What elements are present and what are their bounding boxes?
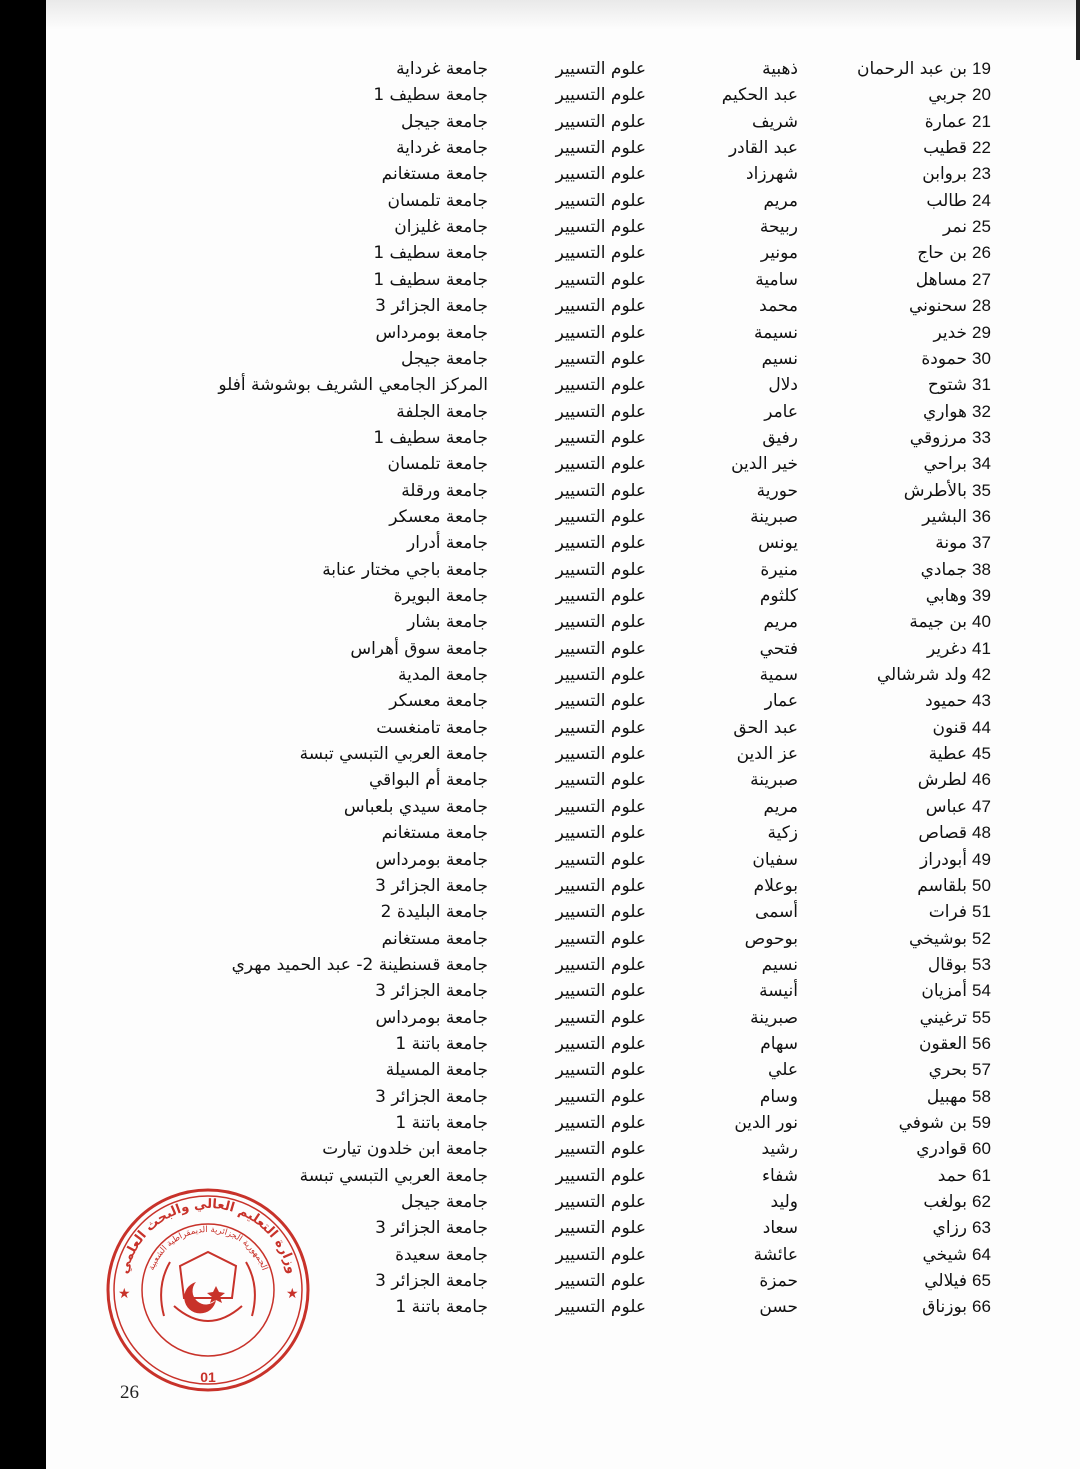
last-name: ترغيني	[919, 1007, 967, 1028]
row-number: 66	[972, 1297, 991, 1317]
specialty: علوم التسيير	[555, 823, 646, 844]
row-number: 52	[972, 928, 991, 948]
row-number: 29	[972, 322, 991, 342]
specialty: علوم التسيير	[555, 638, 646, 659]
university: جامعة الجزائر 3	[375, 1218, 488, 1239]
university: جامعة باجي مختار عنابة	[322, 559, 488, 580]
row-number: 31	[972, 375, 991, 395]
university: جامعة الجزائر 3	[375, 875, 488, 896]
university: جامعة جيجل	[400, 348, 488, 369]
specialty: علوم التسيير	[555, 1192, 646, 1213]
row-number: 62	[972, 1192, 991, 1212]
row-number: 20	[972, 85, 991, 105]
table-row	[0, 504, 1080, 530]
crescent-star-emblem-icon	[161, 1252, 255, 1321]
specialty: علوم التسيير	[555, 111, 646, 132]
university: جامعة تامنغست	[376, 717, 488, 738]
university: جامعة ورقلة	[401, 480, 488, 501]
page-number: 26	[120, 1382, 139, 1403]
first-name: سفيان	[752, 849, 798, 870]
table-row	[0, 267, 1080, 293]
university: جامعة غرداية	[396, 138, 488, 159]
specialty: علوم التسيير	[555, 454, 646, 475]
table-row	[0, 1163, 1080, 1189]
first-name: أنيسة	[759, 981, 798, 1002]
university: جامعة سعيدة	[395, 1244, 488, 1265]
row-number: 46	[972, 770, 991, 790]
specialty: علوم التسيير	[555, 269, 646, 290]
last-name: فيلالي	[924, 1271, 967, 1292]
last-name: جربي	[928, 85, 967, 106]
last-name: بلقاسم	[917, 875, 967, 896]
university: جامعة بشار	[407, 612, 488, 633]
row-number: 19	[972, 59, 991, 78]
table-row	[0, 214, 1080, 240]
last-name: بحري	[928, 1060, 967, 1081]
university: جامعة غليزان	[394, 217, 488, 238]
row-number: 65	[972, 1271, 991, 1291]
specialty: علوم التسيير	[555, 1086, 646, 1107]
last-name: بن جيمة	[909, 612, 967, 633]
university: جامعة الجزائر 3	[375, 1271, 488, 1292]
university: جامعة العربي التبسي تبسة	[299, 744, 488, 765]
specialty: علوم التسيير	[555, 717, 646, 738]
specialty: علوم التسيير	[555, 190, 646, 211]
specialty: علوم التسيير	[555, 322, 646, 343]
university: جامعة العربي التبسي تبسة	[299, 1165, 488, 1186]
row-number: 38	[972, 559, 991, 579]
first-name: دلال	[768, 375, 798, 396]
row-number: 58	[972, 1086, 991, 1106]
specialty: علوم التسيير	[555, 348, 646, 369]
first-name: نسيمة	[754, 322, 798, 343]
university: جامعة الجلفة	[396, 401, 488, 422]
last-name: مونة	[935, 533, 967, 554]
specialty: علوم التسيير	[555, 902, 646, 923]
table-row	[0, 767, 1080, 793]
specialty: علوم التسيير	[555, 1060, 646, 1081]
university: جامعة قسنطينة 2- عبد الحميد مهري	[231, 954, 488, 975]
row-number: 26	[972, 243, 991, 263]
first-name: رفيق	[762, 427, 798, 448]
first-name: نسيم	[761, 954, 798, 975]
university: جامعة المدية	[397, 665, 488, 686]
table-row	[0, 557, 1080, 583]
university: جامعة سيدي بلعباس	[343, 796, 488, 817]
table-row	[0, 820, 1080, 846]
first-name: شريف	[752, 111, 798, 132]
university: جامعة باتنة 1	[395, 1113, 488, 1133]
university: جامعة جيجل	[400, 111, 488, 132]
first-name: رشيد	[761, 1139, 798, 1160]
row-number: 53	[972, 954, 991, 974]
specialty: علوم التسيير	[555, 586, 646, 606]
specialty: علوم التسيير	[555, 665, 646, 686]
last-name: مهبيل	[926, 1086, 967, 1107]
university: جامعة بومرداس	[375, 322, 488, 343]
specialty: علوم التسيير	[555, 217, 646, 238]
university: جامعة الجزائر 3	[375, 981, 488, 1002]
last-name: العقون	[919, 1033, 967, 1054]
row-number: 60	[972, 1139, 991, 1159]
last-name: البشير	[922, 506, 967, 527]
last-name: بوزناق	[922, 1297, 967, 1318]
university: جامعة جيجل	[400, 1192, 488, 1213]
first-name: صبرينة	[750, 770, 798, 791]
stamp-right-star-icon: ★	[286, 1286, 299, 1302]
last-name: حمد	[937, 1165, 967, 1186]
university: جامعة الجزائر 3	[375, 1086, 488, 1107]
university: جامعة المسيلة	[385, 1060, 488, 1081]
stamp-left-star-icon: ★	[118, 1286, 131, 1302]
first-name: عبد الحق	[733, 717, 798, 738]
row-number: 41	[972, 638, 991, 658]
row-number: 43	[972, 691, 991, 711]
last-name: بولغب	[923, 1192, 967, 1213]
university: جامعة تلمسان	[387, 190, 488, 211]
specialty: علوم التسيير	[555, 1165, 646, 1186]
specialty: علوم التسيير	[555, 1139, 646, 1160]
specialty: علوم التسيير	[555, 875, 646, 896]
table-row	[0, 741, 1080, 767]
last-name: عباس	[925, 796, 967, 817]
last-name: مرزوقي	[909, 427, 967, 448]
university: جامعة باتنة 1	[395, 1033, 488, 1054]
first-name: عز الدين	[736, 744, 798, 765]
row-number: 49	[972, 849, 991, 869]
table-row	[0, 1136, 1080, 1162]
first-name: شفاء	[761, 1165, 798, 1186]
specialty: علوم التسيير	[555, 928, 646, 949]
university: جامعة غرداية	[396, 59, 488, 79]
table-row	[0, 715, 1080, 741]
last-name: حميود	[925, 691, 967, 712]
specialty: علوم التسيير	[555, 770, 646, 791]
specialty: علوم التسيير	[555, 506, 646, 527]
last-name: أبودراز	[920, 849, 967, 870]
specialty: علوم التسيير	[555, 1033, 646, 1054]
university: جامعة سطيف 1	[373, 85, 488, 106]
university: جامعة مستغانم	[381, 823, 488, 844]
row-number: 45	[972, 744, 991, 764]
last-name: براحي	[923, 454, 967, 475]
specialty: علوم التسيير	[555, 1297, 646, 1318]
row-number: 55	[972, 1007, 991, 1027]
first-name: شهرزاد	[746, 164, 798, 185]
last-name: بن عبد الرحمان	[857, 59, 967, 79]
university: جامعة ابن خلدون تيارت	[322, 1139, 488, 1160]
row-number: 47	[972, 796, 991, 816]
table-row	[0, 530, 1080, 556]
table-row	[0, 161, 1080, 187]
row-number: 64	[972, 1244, 991, 1264]
first-name: عمار	[764, 691, 798, 712]
row-number: 28	[972, 296, 991, 316]
table-row	[0, 873, 1080, 899]
specialty: علوم التسيير	[555, 85, 646, 106]
last-name: بن حاج	[917, 243, 967, 264]
last-name: جمادي	[920, 559, 967, 580]
university: جامعة سطيف 1	[373, 243, 488, 264]
specialty: علوم التسيير	[555, 796, 646, 817]
row-number: 37	[972, 533, 991, 553]
table-row	[0, 1031, 1080, 1057]
table-row	[0, 1057, 1080, 1083]
row-number: 34	[972, 454, 991, 474]
table-row	[0, 372, 1080, 398]
last-name: شيخي	[922, 1244, 967, 1265]
first-name: نور الدين	[734, 1113, 798, 1133]
university: جامعة أدرار	[407, 533, 488, 554]
university: جامعة مستغانم	[381, 928, 488, 949]
table-row	[0, 56, 1080, 82]
row-number: 61	[972, 1165, 991, 1185]
university: جامعة باتنة 1	[395, 1297, 488, 1318]
specialty: علوم التسيير	[555, 138, 646, 159]
specialty: علوم التسيير	[555, 1244, 646, 1265]
last-name: قوادري	[916, 1139, 967, 1160]
table-row	[0, 794, 1080, 820]
row-number: 63	[972, 1218, 991, 1238]
table-row	[0, 978, 1080, 1004]
row-number: 36	[972, 506, 991, 526]
specialty: علوم التسيير	[555, 744, 646, 765]
table-row	[0, 188, 1080, 214]
table-row	[0, 320, 1080, 346]
last-name: فرات	[928, 902, 967, 923]
row-number: 59	[972, 1113, 991, 1132]
table-row	[0, 688, 1080, 714]
last-name: لطرش	[917, 770, 967, 791]
last-name: بوشيخي	[908, 928, 967, 949]
row-number: 42	[972, 665, 991, 685]
university: المركز الجامعي الشريف بوشوشة أفلو	[218, 375, 488, 396]
university: جامعة سطيف 1	[373, 427, 488, 448]
specialty: علوم التسيير	[555, 480, 646, 501]
last-name: خدير	[933, 322, 967, 343]
university: جامعة البليدة 2	[380, 902, 488, 923]
first-name: يونس	[758, 533, 798, 554]
row-number: 56	[972, 1033, 991, 1053]
first-name: سهام	[760, 1033, 798, 1054]
row-number: 57	[972, 1060, 991, 1080]
first-name: صبرينة	[750, 1007, 798, 1028]
first-name: بوحوص	[744, 928, 798, 949]
row-number: 32	[972, 401, 991, 421]
row-number: 40	[972, 612, 991, 632]
table-row	[0, 451, 1080, 477]
last-name: هواري	[923, 401, 967, 422]
specialty: علوم التسيير	[555, 1113, 646, 1133]
first-name: صبرينة	[750, 506, 798, 527]
university: جامعة مستغانم	[381, 164, 488, 185]
row-number: 30	[972, 348, 991, 368]
specialty: علوم التسيير	[555, 59, 646, 79]
row-number: 54	[972, 981, 991, 1001]
last-name: أمزيان	[921, 981, 967, 1002]
first-name: حسن	[759, 1297, 798, 1318]
first-name: سعاد	[762, 1218, 798, 1239]
last-name: طالب	[926, 190, 967, 211]
university: جامعة تلمسان	[387, 454, 488, 475]
first-name: وسام	[759, 1086, 798, 1107]
table-row	[0, 293, 1080, 319]
row-number: 25	[972, 217, 991, 237]
row-number: 23	[972, 164, 991, 184]
specialty: علوم التسيير	[555, 401, 646, 422]
first-name: منيرة	[760, 559, 798, 580]
specialty: علوم التسيير	[555, 164, 646, 185]
last-name: رزاي	[932, 1218, 967, 1239]
specialty: علوم التسيير	[555, 559, 646, 580]
first-name: عبد القادر	[728, 138, 798, 159]
last-name: بوقال	[927, 954, 967, 975]
first-name: نسيم	[761, 348, 798, 369]
university: جامعة معسكر	[389, 691, 488, 712]
specialty: علوم التسيير	[555, 375, 646, 396]
first-name: خير الدين	[731, 454, 798, 475]
table-row	[0, 425, 1080, 451]
table-row	[0, 1110, 1080, 1136]
last-name: ولد شرشالي	[876, 665, 967, 686]
last-name: وهابي	[925, 586, 967, 606]
last-name: عطية	[928, 744, 967, 765]
last-name: قصاص	[918, 823, 967, 844]
first-name: ربيحة	[759, 217, 798, 238]
table-row	[0, 1084, 1080, 1110]
row-number: 50	[972, 875, 991, 895]
ministry-stamp	[104, 1186, 312, 1394]
last-name: بروابن	[922, 164, 967, 185]
first-name: بوعلام	[753, 875, 798, 896]
first-name: محمد	[759, 296, 798, 317]
first-name: سامية	[755, 269, 798, 290]
first-name: حورية	[756, 480, 798, 501]
row-number: 48	[972, 823, 991, 843]
university: جامعة البويرة	[393, 586, 488, 606]
first-name: فتحي	[759, 638, 798, 659]
first-name: مونير	[760, 243, 798, 264]
last-name: عمارة	[924, 111, 967, 132]
first-name: عائشة	[753, 1244, 798, 1265]
row-number: 24	[972, 190, 991, 210]
table-row	[0, 662, 1080, 688]
table-row	[0, 609, 1080, 635]
row-number: 44	[972, 717, 991, 737]
table-row	[0, 1005, 1080, 1031]
row-number: 51	[972, 902, 991, 922]
table-row	[0, 82, 1080, 108]
specialty: علوم التسيير	[555, 612, 646, 633]
last-name: سحنوني	[908, 296, 967, 317]
last-name: دغرير	[927, 638, 967, 659]
last-name: مساهل	[915, 269, 967, 290]
stamp-arc-text: وزارة التعليم العالي والبحث العلمي	[116, 1196, 300, 1276]
first-name: علي	[768, 1060, 798, 1081]
table-row	[0, 135, 1080, 161]
specialty: علوم التسيير	[555, 981, 646, 1002]
last-name: قنون	[932, 717, 967, 738]
table-row	[0, 899, 1080, 925]
specialty: علوم التسيير	[555, 533, 646, 554]
first-name: كلثوم	[759, 586, 798, 606]
specialty: علوم التسيير	[555, 1271, 646, 1292]
first-name: سمية	[759, 665, 798, 686]
specialty: علوم التسيير	[555, 849, 646, 870]
table-row	[0, 583, 1080, 609]
university: جامعة بومرداس	[375, 1007, 488, 1028]
university: جامعة أم البواقي	[369, 770, 488, 791]
table-row	[0, 478, 1080, 504]
specialty: علوم التسيير	[555, 691, 646, 712]
row-number: 27	[972, 269, 991, 289]
stamp-inner-text: الجمهورية الجزائرية الديمقراطية الشعبية	[146, 1224, 270, 1272]
last-name: بن شوفي	[898, 1113, 967, 1133]
first-name: مريم	[763, 190, 798, 211]
university: جامعة معسكر	[389, 506, 488, 527]
table-row	[0, 399, 1080, 425]
specialty: علوم التسيير	[555, 954, 646, 975]
specialty: علوم التسيير	[555, 1218, 646, 1239]
specialty: علوم التسيير	[555, 296, 646, 317]
last-name: نمر	[943, 217, 967, 238]
first-name: مريم	[763, 612, 798, 633]
last-name: شتوح	[927, 375, 967, 396]
specialty: علوم التسيير	[555, 427, 646, 448]
last-name: قطيب	[923, 138, 967, 159]
first-name: عامر	[764, 401, 798, 422]
university: جامعة الجزائر 3	[375, 296, 488, 317]
table-row	[0, 109, 1080, 135]
table-row	[0, 952, 1080, 978]
first-name: مريم	[763, 796, 798, 817]
university: جامعة سطيف 1	[373, 269, 488, 290]
row-number: 35	[972, 480, 991, 500]
row-number: 22	[972, 138, 991, 158]
first-name: عبد الحكيم	[721, 85, 798, 106]
row-number: 33	[972, 427, 991, 447]
first-name: حمزة	[759, 1271, 798, 1292]
first-name: ذهبية	[762, 59, 798, 79]
row-number: 21	[972, 111, 991, 131]
table-row	[0, 926, 1080, 952]
first-name: أسمى	[755, 902, 798, 923]
table-row	[0, 240, 1080, 266]
stamp-number: 01	[200, 1369, 216, 1385]
first-name: وليد	[770, 1192, 798, 1213]
specialty: علوم التسيير	[555, 243, 646, 264]
last-name: حمودة	[921, 348, 967, 369]
last-name: بالأطرش	[903, 480, 967, 501]
university: جامعة بومرداس	[375, 849, 488, 870]
first-name: زكية	[767, 823, 798, 844]
table-row	[0, 847, 1080, 873]
specialty: علوم التسيير	[555, 1007, 646, 1028]
row-number: 39	[972, 586, 991, 605]
table-row	[0, 636, 1080, 662]
table-row	[0, 346, 1080, 372]
university: جامعة سوق أهراس	[350, 638, 488, 659]
